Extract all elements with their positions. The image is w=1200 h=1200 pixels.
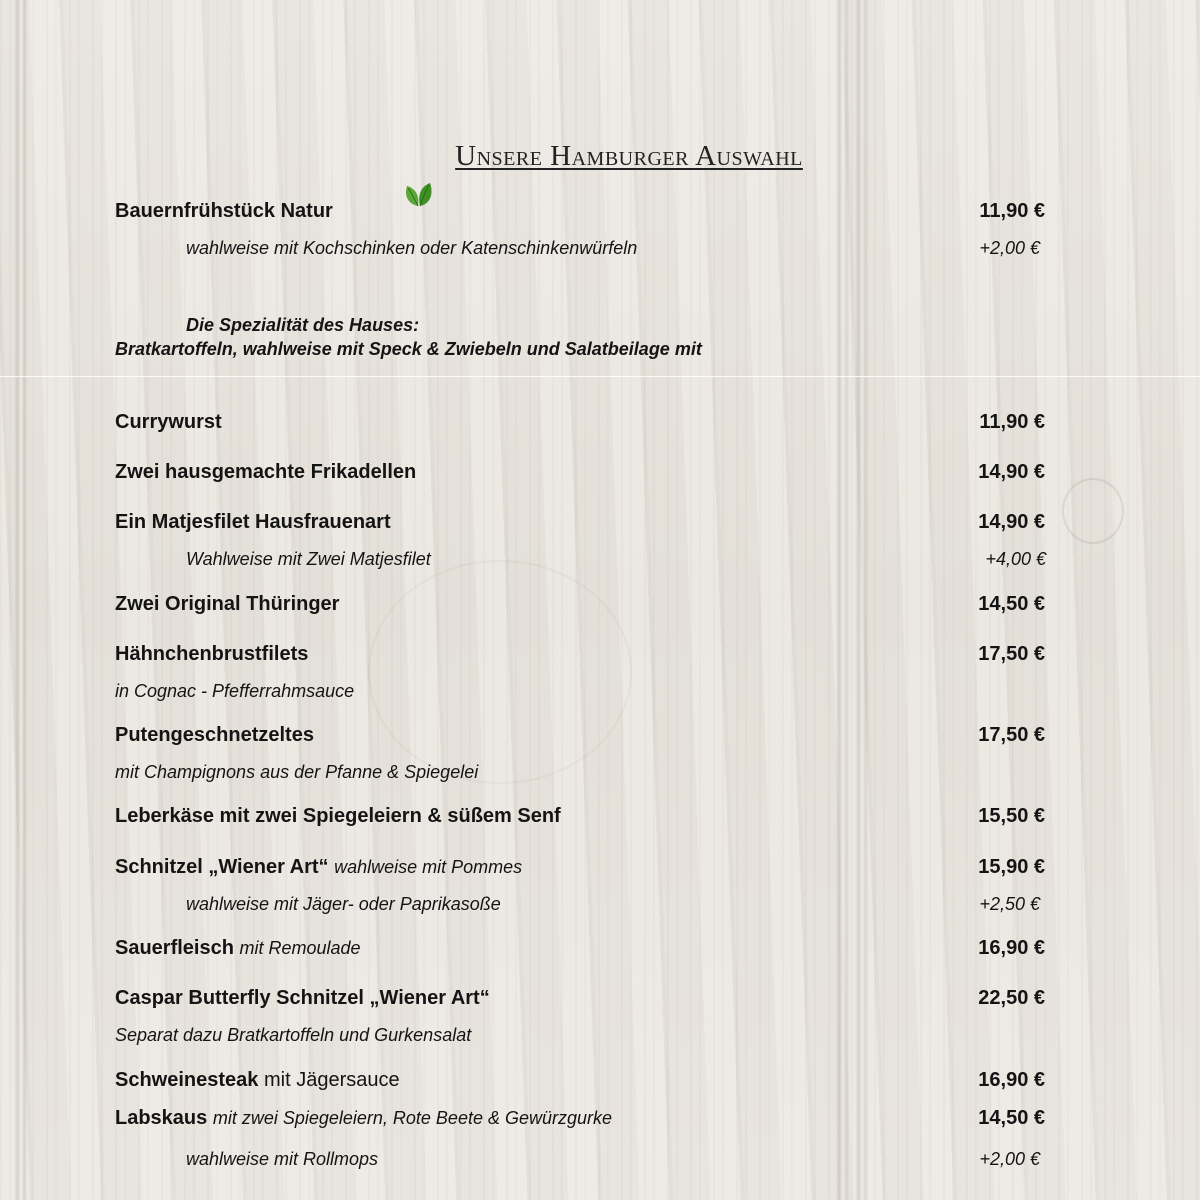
menu-item-leberkaese <box>115 802 1045 830</box>
item-option <box>186 546 1046 572</box>
option-text: Wahlweise mit Zwei Matjesfilet <box>186 549 431 569</box>
special-description: Bratkartoffeln, wahlweise mit Speck & Zwiebeln und Salatbeilage mit <box>115 339 702 359</box>
item-option <box>186 891 1046 917</box>
item-price: 16,90 € <box>978 937 1045 959</box>
menu-item-frikadellen <box>115 458 1045 486</box>
menu-item-schweinesteak <box>115 1066 1045 1094</box>
wood-seam <box>14 0 28 1200</box>
item-price: 15,90 € <box>978 856 1045 878</box>
option-price: +2,50 € <box>979 894 1040 914</box>
item-inline-note: mit zwei Spiegeleiern, Rote Beete & Gewürzgurke <box>212 1108 613 1128</box>
item-inline-note: mit Remoulade <box>239 938 361 958</box>
menu-item-sauerfleisch <box>115 934 1045 962</box>
menu-item-labskaus <box>115 1104 1045 1132</box>
item-name: Putengeschnetzeltes <box>115 724 314 746</box>
item-name: Zwei hausgemachte Frikadellen <box>115 461 417 483</box>
item-description: Separat dazu Bratkartoffeln und Gurkensalat <box>115 1025 472 1045</box>
item-description: in Cognac - Pfefferrahmsauce <box>115 681 355 701</box>
item-inline-note: mit Jägersauce <box>263 1069 400 1091</box>
item-inline-note: wahlweise mit Pommes <box>334 857 523 877</box>
menu-item-thueringer <box>115 590 1045 618</box>
item-name: Ein Matjesfilet Hausfrauenart <box>115 511 391 533</box>
item-price: 22,50 € <box>978 987 1045 1009</box>
option-price: +2,00 € <box>979 238 1040 258</box>
item-price: 14,50 € <box>978 1107 1045 1129</box>
item-name: Zwei Original Thüringer <box>115 593 340 615</box>
option-text: wahlweise mit Kochschinken oder Katenschinkenwürfeln <box>186 238 638 258</box>
menu-item-matjes <box>115 508 1045 536</box>
page-title: Unsere Hamburger Auswahl <box>455 140 803 172</box>
menu-item-bauernfruehstueck <box>115 197 1045 225</box>
special-heading: Die Spezialität des Hauses: <box>186 315 420 335</box>
item-price: 11,90 € <box>979 411 1045 433</box>
menu-item-haehnchen <box>115 640 1045 668</box>
item-price: 14,50 € <box>978 593 1045 615</box>
option-text: wahlweise mit Jäger- oder Paprikasoße <box>186 894 501 914</box>
fold-line <box>0 376 1200 377</box>
menu-item-puten <box>115 721 1045 749</box>
wood-knot <box>1062 478 1124 544</box>
option-text: wahlweise mit Rollmops <box>186 1149 379 1169</box>
item-price: 16,90 € <box>978 1069 1045 1091</box>
option-price: +4,00 € <box>985 549 1046 569</box>
menu-item-currywurst <box>115 408 1045 436</box>
item-name: Sauerfleisch <box>115 937 234 959</box>
menu-item-caspar <box>115 984 1045 1012</box>
item-price: 14,90 € <box>978 511 1045 533</box>
item-price: 17,50 € <box>978 724 1045 746</box>
item-price: 15,50 € <box>978 805 1045 827</box>
item-name: Bauernfrühstück Natur <box>115 200 333 222</box>
item-price: 14,90 € <box>978 461 1045 483</box>
item-description: mit Champignons aus der Pfanne & Spiegelei <box>115 762 479 782</box>
item-option <box>186 1146 1046 1172</box>
item-name: Labskaus <box>115 1107 208 1129</box>
item-price: 11,90 € <box>979 200 1045 222</box>
item-option <box>186 235 1046 261</box>
item-name: Currywurst <box>115 411 222 433</box>
item-price: 17,50 € <box>978 643 1045 665</box>
item-name: Caspar Butterfly Schnitzel „Wiener Art“ <box>115 987 490 1009</box>
item-name: Leberkäse mit zwei Spiegeleiern & süßem Senf <box>115 805 561 827</box>
item-name: Hähnchenbrustfilets <box>115 643 309 665</box>
option-price: +2,00 € <box>979 1149 1040 1169</box>
item-name: Schweinesteak <box>115 1069 259 1091</box>
item-name: Schnitzel „Wiener Art“ <box>115 856 329 878</box>
menu-item-schnitzel <box>115 853 1045 881</box>
